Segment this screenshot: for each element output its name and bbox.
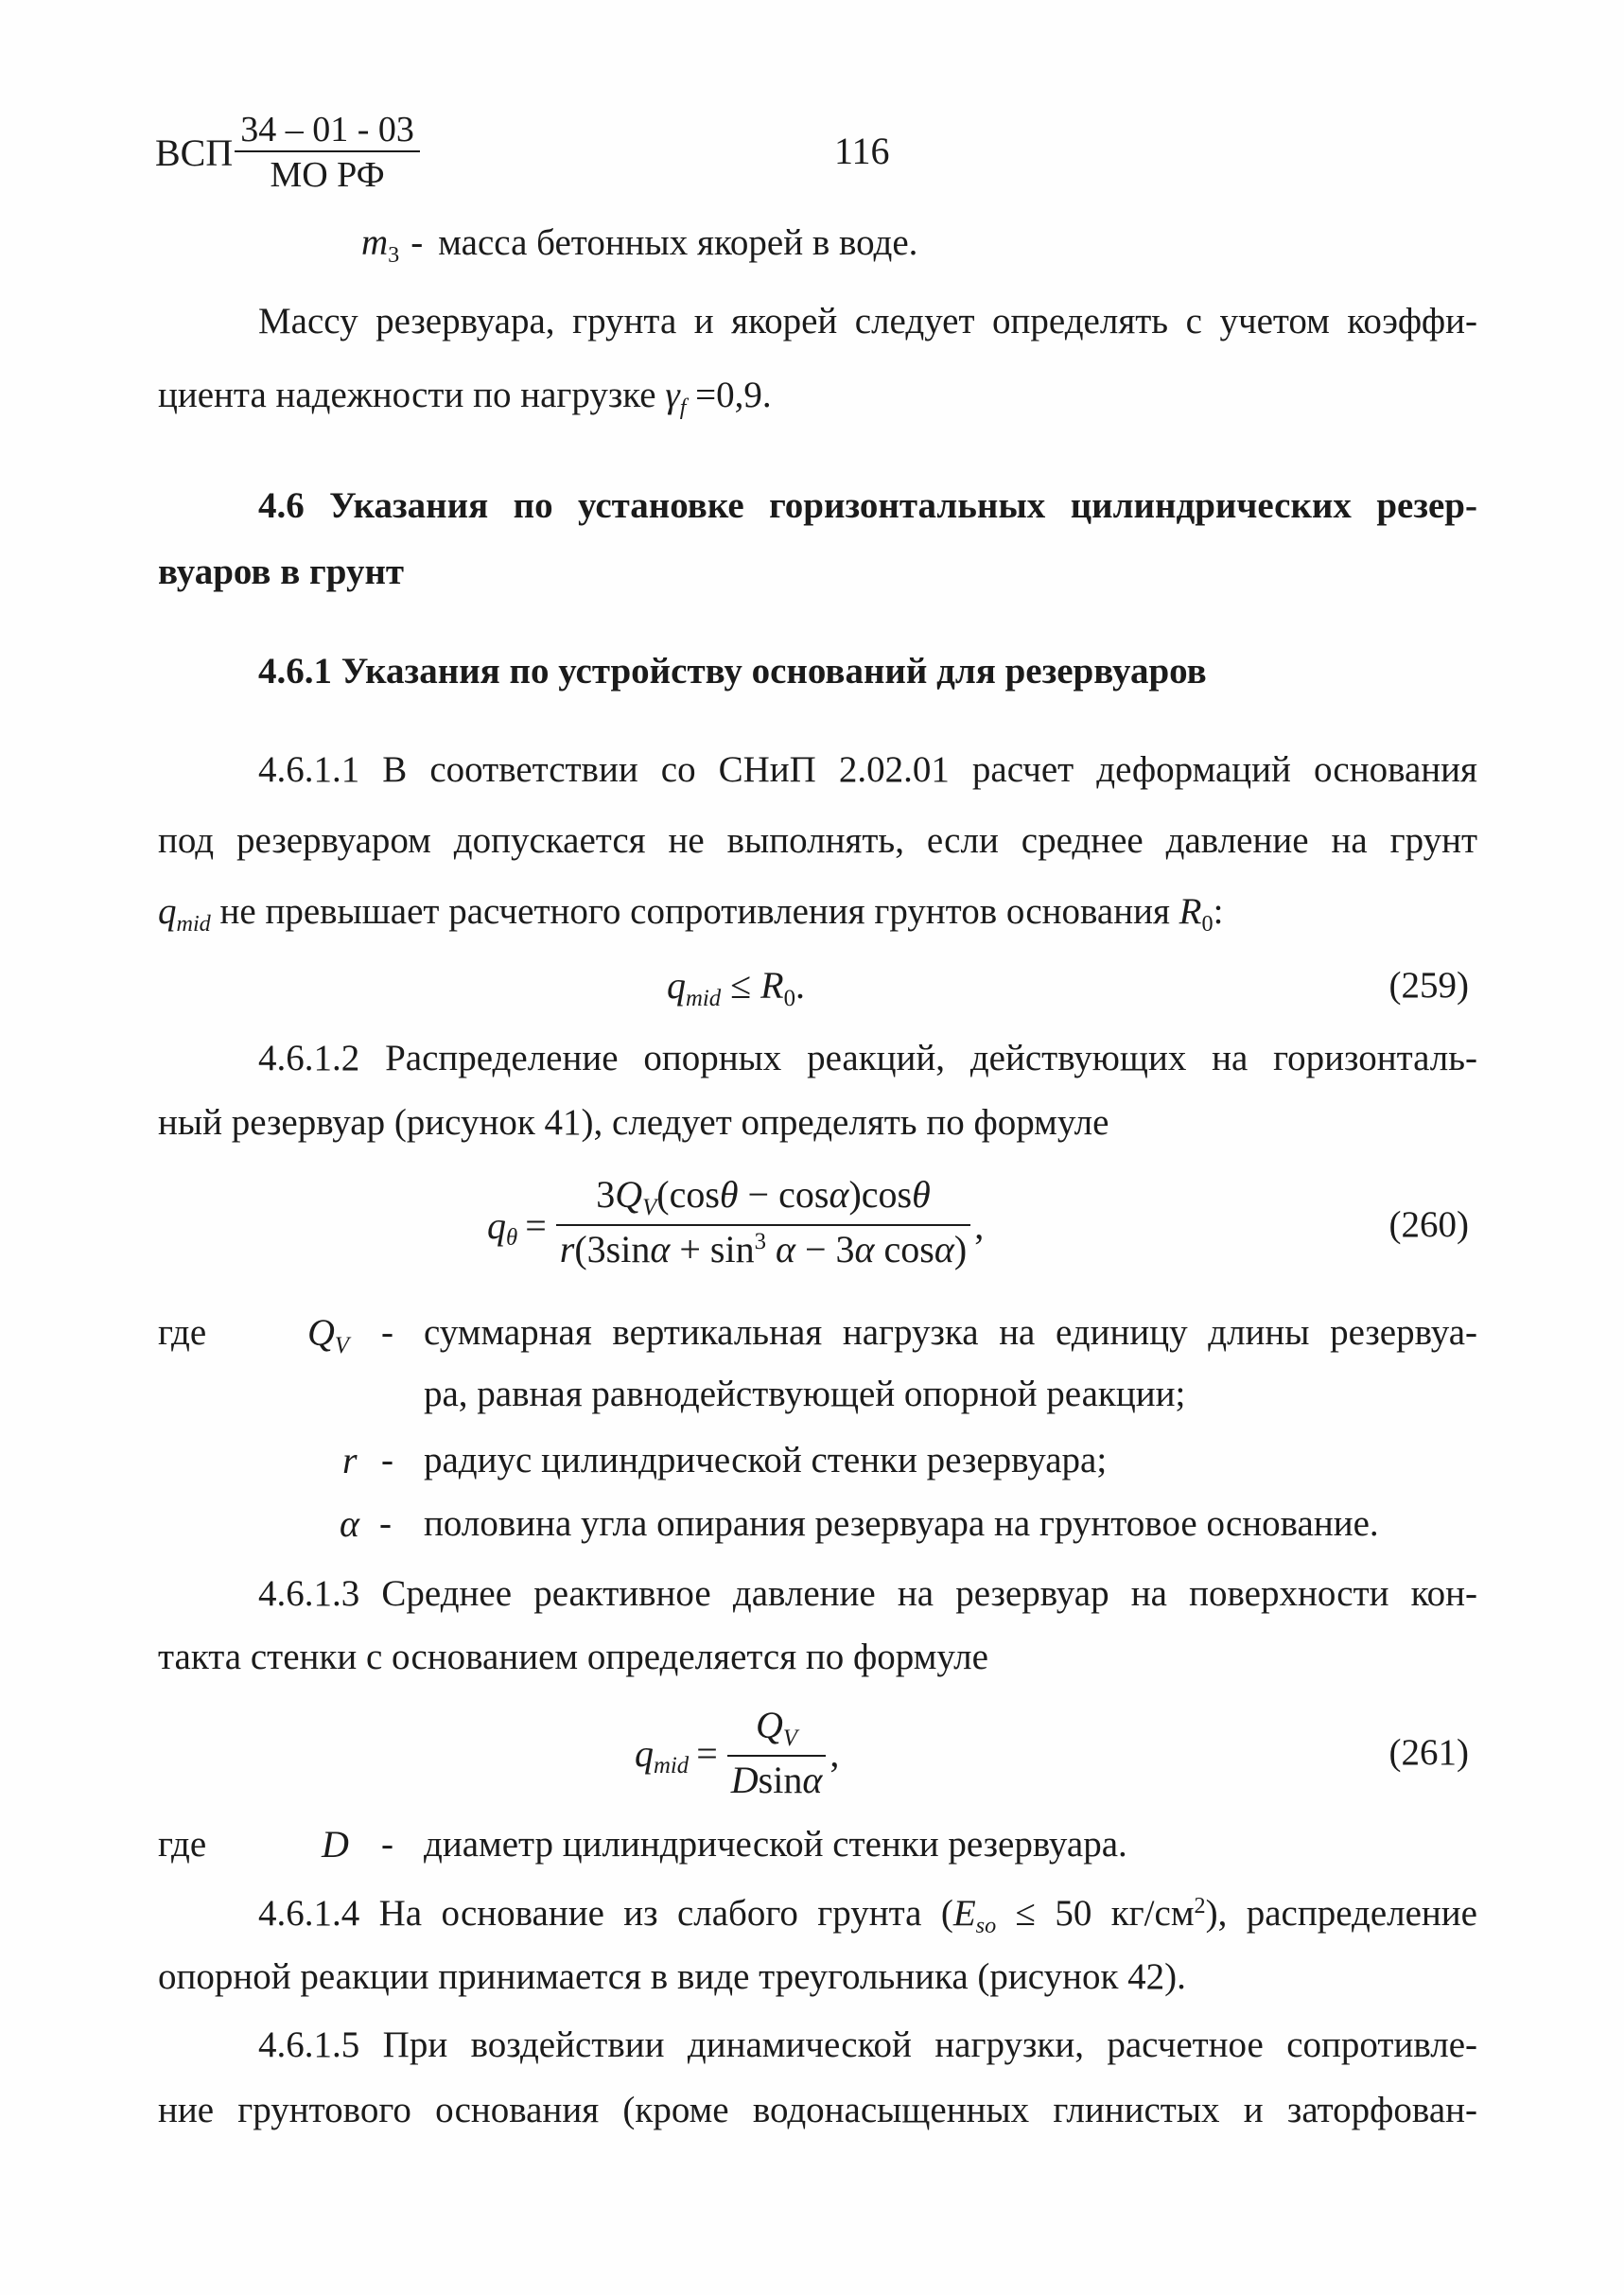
where-dash: -: [381, 1824, 393, 1865]
eq259-rhs-subscript: 0: [783, 985, 795, 1011]
eq261-lhs-subscript: mid: [654, 1753, 690, 1779]
eq260-lhs-subscript: θ: [506, 1225, 518, 1252]
r-symbol: R: [1179, 891, 1202, 932]
clause-text: ), распределение: [1205, 1893, 1477, 1934]
eq260-term: Q: [615, 1173, 643, 1216]
eq260-term: θ: [912, 1173, 931, 1216]
eq261-lhs: [635, 1731, 690, 1779]
clause-4-6-1-4-line-1: [258, 1892, 1477, 1940]
m3-subscript: 3: [388, 241, 400, 268]
e-symbol: E: [952, 1893, 976, 1934]
eq260-lhs-symbol: q: [487, 1203, 506, 1247]
where-r-text: радиус цилиндрической стенки резервуара;: [424, 1440, 1108, 1480]
clause-4-6-1-5-line-2: ние грунтового основания (кроме водонасыщенных глинистых и заторфован-: [158, 2090, 1477, 2130]
eq260-term: − cos: [738, 1173, 829, 1216]
section-4-6-heading-line-1: 4.6 Указания по установке горизонтальных цилиндрических резер-: [258, 485, 1477, 526]
eq260-term: α: [650, 1228, 671, 1270]
eq261-term: V: [782, 1725, 798, 1751]
eq260-term: α: [829, 1173, 849, 1216]
eq260-term: + sin: [670, 1228, 755, 1270]
eq261-term: D: [730, 1759, 759, 1801]
eq260-term: V: [642, 1194, 657, 1220]
equation-261-number: (261): [1388, 1732, 1469, 1773]
equation-260: [487, 1173, 985, 1272]
where-dash: -: [381, 1440, 393, 1480]
mass-paragraph-line-2: [158, 374, 1477, 422]
clause-4-6-1-5-line-1: 4.6.1.5 При воздействии динамической нагрузки, расчетное сопротивле-: [258, 2024, 1477, 2065]
where-symbol-qv: [307, 1311, 349, 1360]
eq261-denominator: [727, 1755, 827, 1802]
eq260-term: (3sin: [574, 1228, 651, 1270]
eq260-term: cos: [874, 1228, 934, 1270]
code-prefix: ВСП: [155, 131, 234, 174]
clause-4-6-1-1-line-2: под резервуаром допускается не выполнять, если среднее давление на грунт: [158, 820, 1477, 861]
where-d-text: диаметр цилиндрической стенки резервуара.: [424, 1824, 1127, 1865]
eq260-end: ,: [974, 1203, 985, 1247]
equation-259-number: (259): [1388, 965, 1469, 1006]
clause-4-6-1-1-line-3: [158, 890, 1477, 938]
eq260-term: α: [765, 1228, 795, 1270]
clause-text: не превышает расчетного сопротивления грунтов основания: [219, 891, 1170, 932]
eq261-term: α: [802, 1759, 823, 1801]
unit-superscript: 2: [1194, 1892, 1206, 1918]
qv-symbol: Q: [307, 1311, 335, 1354]
eq260-term: 3: [754, 1229, 766, 1255]
eq260-term: r: [559, 1228, 575, 1270]
where-dash: -: [381, 1312, 393, 1353]
eq260-term: θ: [719, 1173, 739, 1216]
eq260-term: (cos: [656, 1173, 720, 1216]
eq260-term: α: [934, 1228, 954, 1270]
clause-text: 4.6.1.4 На основание из слабого грунта (: [258, 1893, 953, 1934]
eq260-equals: =: [525, 1203, 547, 1247]
eq260-term: 3: [596, 1173, 616, 1216]
eq260-term: − 3: [795, 1228, 855, 1270]
eq259-lhs-subscript: mid: [686, 985, 722, 1011]
eq260-term: )cos: [848, 1173, 913, 1216]
eq260-denominator: [556, 1224, 970, 1277]
code-denominator: МО РФ: [270, 155, 385, 195]
gamma-value: =0,9.: [695, 375, 772, 415]
equation-260-number: (260): [1388, 1204, 1469, 1245]
equation-261: [635, 1706, 839, 1800]
clause-4-6-1-3-line-1: 4.6.1.3 Среднее реактивное давление на резервуар на поверхности кон-: [258, 1573, 1477, 1614]
where-symbol-alpha: α: [340, 1502, 359, 1545]
mass-paragraph-text: циента надежности по нагрузке: [158, 375, 656, 415]
q-subscript: mid: [176, 910, 211, 937]
qv-subscript: V: [334, 1332, 350, 1358]
eq261-term: sin: [758, 1759, 803, 1801]
where-label: где: [158, 1824, 207, 1865]
eq261-fraction: [727, 1704, 827, 1802]
gamma-symbol: γ: [665, 375, 680, 415]
code-numerator: 34 – 01 - 03: [235, 109, 420, 152]
eq260-term: α: [854, 1228, 875, 1270]
section-4-6-1-heading: 4.6.1 Указания по устройству оснований для резервуаров: [258, 651, 1207, 692]
m3-text: масса бетонных якорей в воде.: [438, 222, 918, 263]
clause-text: ≤ 50 кг/см: [996, 1893, 1195, 1934]
m3-definition: [361, 221, 917, 270]
e-subscript: so: [975, 1912, 997, 1938]
section-4-6-heading-line-2: вуаров в грунт: [158, 552, 405, 592]
where-symbol-d: D: [322, 1823, 349, 1866]
clause-4-6-1-4-line-2: опорной реакции принимается в виде треугольника (рисунок 42).: [158, 1956, 1186, 1997]
eq261-equals: =: [696, 1731, 718, 1775]
where-qv-text-line-2: ра, равная равнодействующей опорной реакции;: [424, 1374, 1186, 1414]
eq261-term: Q: [756, 1704, 783, 1746]
eq259-lhs-symbol: q: [667, 964, 686, 1007]
where-symbol-r: r: [342, 1439, 358, 1481]
eq261-end: ,: [829, 1731, 840, 1775]
q-symbol: q: [158, 891, 177, 932]
eq260-term: ): [953, 1228, 968, 1270]
document-code: [155, 105, 420, 200]
clause-4-6-1-2-line-1: 4.6.1.2 Распределение опорных реакций, действующих на горизонталь-: [258, 1038, 1477, 1078]
mass-paragraph-line-1: Массу резервуара, грунта и якорей следует определять с учетом коэффи-: [258, 301, 1477, 342]
eq259-relation: ≤: [730, 964, 752, 1007]
where-alpha-text: половина угла опирания резервуара на грунтовое основание.: [424, 1503, 1379, 1544]
page-number: 116: [834, 130, 890, 172]
eq260-numerator: [592, 1173, 934, 1224]
eq261-numerator: [752, 1704, 801, 1755]
clause-4-6-1-1-line-1: 4.6.1.1 В соответствии со СНиП 2.02.01 расчет деформаций основания: [258, 749, 1477, 790]
clause-4-6-1-2-line-2: ный резервуар (рисунок 41), следует определять по формуле: [158, 1102, 1109, 1143]
r-subscript: 0: [1201, 910, 1214, 937]
eq260-lhs: [487, 1203, 518, 1252]
where-label: где: [158, 1312, 207, 1353]
m3-symbol: m: [361, 222, 389, 263]
eq259-rhs-symbol: R: [760, 964, 784, 1007]
eq261-lhs-symbol: q: [635, 1731, 654, 1775]
clause-4-6-1-3-line-2: такта стенки с основанием определяется по формуле: [158, 1637, 988, 1677]
m3-dash: -: [410, 222, 424, 263]
gamma-subscript: f: [679, 394, 687, 420]
eq259-end: .: [795, 964, 805, 1007]
where-dash: -: [379, 1503, 392, 1544]
eq260-fraction: [556, 1173, 970, 1277]
code-fraction: [235, 109, 420, 196]
equation-259: [667, 964, 805, 1013]
clause-end: :: [1213, 891, 1224, 932]
where-qv-text-line-1: суммарная вертикальная нагрузка на единицу длины резервуа-: [424, 1312, 1477, 1353]
